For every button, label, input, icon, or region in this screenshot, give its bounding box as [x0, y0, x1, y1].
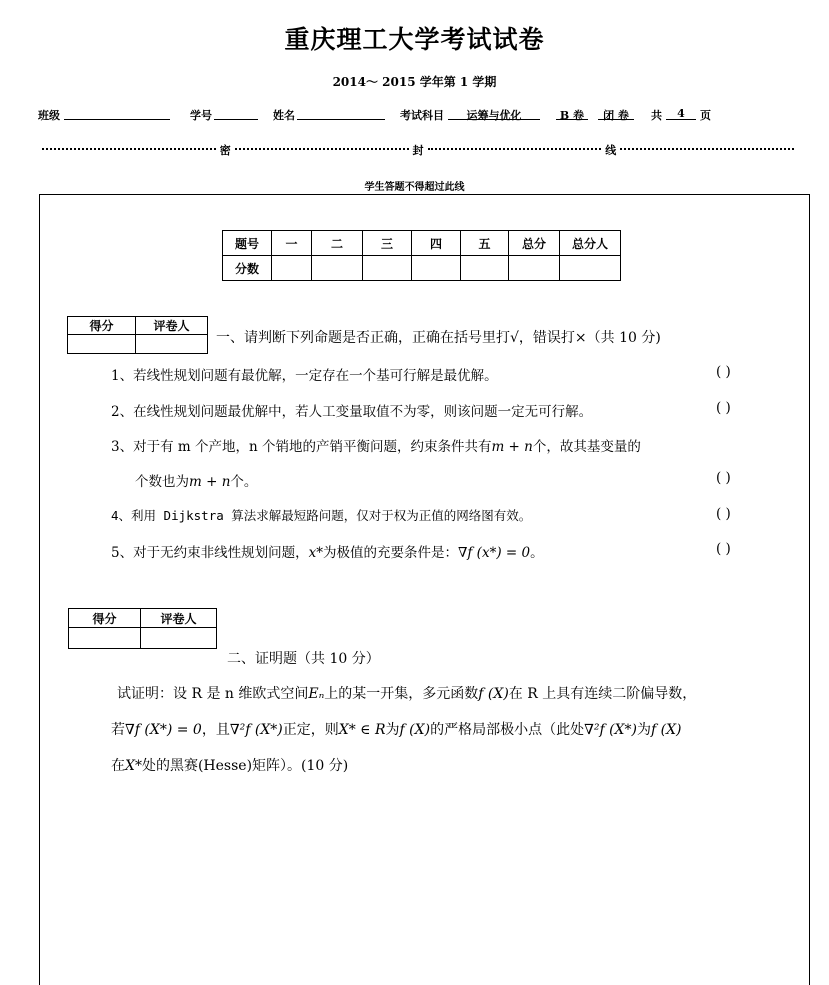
proof-text: 试证明：设 R 是 n 维欧式空间 [117, 686, 309, 702]
pages-suffix: 页 [700, 109, 711, 122]
proof-text: 在 [111, 758, 125, 774]
math-hessian: ∇²f (X*) [229, 722, 283, 738]
question-5-period: 。 [530, 545, 544, 561]
proof-text: 的严格局部极小点（此处 [430, 722, 585, 738]
paper-version: B 卷 [556, 107, 588, 120]
exam-type: 闭 卷 [598, 107, 634, 120]
score-cell[interactable] [363, 256, 412, 281]
seal-dots [620, 143, 794, 150]
answer-frame [39, 194, 810, 985]
proof-text: 在 R 上具有连续二阶偏导数， [508, 686, 697, 702]
grader-box-2 [68, 608, 217, 649]
proof-text: 处的黑赛(Hesse)矩阵）。(10 分) [141, 758, 349, 774]
name-label: 姓名 [273, 109, 295, 122]
student-id-field [214, 107, 258, 120]
question-3-text-b: 个，故其基变量的 [532, 439, 641, 455]
subject-value: 运筹与优化 [448, 107, 540, 120]
academic-term: 2014～ 2015 学年第 1 学期 [332, 75, 497, 89]
math-f-of-x: f (X) [399, 722, 431, 738]
proof-text: 为 [385, 722, 400, 738]
score-cell[interactable] [312, 256, 363, 281]
score-cell[interactable] [560, 256, 621, 281]
math-euclidean-space: Eₙ [308, 686, 325, 702]
math-f-of-x: f (X) [478, 686, 509, 702]
name-field [297, 107, 385, 120]
grader-name-label: 评卷人 [136, 317, 208, 335]
exam-title: 重庆理工大学考试试卷 [284, 25, 545, 54]
seal-dots [428, 143, 602, 150]
answer-paren-3[interactable]: ( ) [716, 470, 731, 486]
section-2-heading: 二、证明题（共 10 分） [227, 651, 380, 667]
score-cell[interactable] [412, 256, 461, 281]
question-3-text-c: 个数也为 [135, 474, 189, 490]
score-header-cell: 总分人 [560, 231, 621, 256]
score-header-cell: 四 [412, 231, 461, 256]
score-header-cell: 二 [312, 231, 363, 256]
grader-score-label: 得分 [68, 317, 136, 335]
question-5 [111, 541, 544, 561]
proof-line-1 [117, 683, 696, 703]
score-table-header-row [223, 231, 621, 256]
math-m-plus-n: m + n [491, 439, 533, 455]
answer-paren-4[interactable]: ( ) [716, 506, 731, 522]
class-field [64, 107, 170, 120]
grader-name-cell[interactable] [141, 628, 217, 649]
score-row-label: 分数 [223, 256, 272, 281]
score-header-cell: 总分 [509, 231, 560, 256]
proof-line-3 [111, 755, 348, 775]
seal-mi: 密 [219, 144, 231, 157]
seal-feng: 封 [412, 144, 424, 157]
math-f-of-x: f (X) [651, 722, 682, 738]
proof-text: 上的某一开集，多元函数 [324, 686, 479, 702]
subject-label: 考试科目 [400, 109, 444, 122]
pages-value: 4 [666, 107, 696, 120]
score-cell[interactable] [461, 256, 509, 281]
grader-name-label: 评卷人 [141, 609, 217, 628]
proof-line-2 [111, 719, 682, 739]
math-x-star-in-r: X* ∈ R [338, 722, 386, 738]
grader-score-cell[interactable] [68, 335, 136, 354]
question-4: 4、利用 Dijkstra 算法求解最短路问题，仅对于权为正值的网络图有效。 [111, 508, 532, 523]
grader-score-cell[interactable] [69, 628, 141, 649]
proof-text: 若 [111, 722, 125, 738]
grader-box-1 [67, 316, 208, 354]
question-5-text-b: 为极值的充要条件是： [322, 545, 458, 561]
score-header-cell: 题号 [223, 231, 272, 256]
score-table [222, 230, 621, 281]
grader-name-cell[interactable] [136, 335, 208, 354]
grader-score-label: 得分 [69, 609, 141, 628]
math-gradient-zero: ∇f (X*) = 0 [125, 722, 202, 738]
seal-dots [235, 143, 409, 150]
math-x-star: X* [125, 758, 142, 774]
question-5-text-a: 5、对于无约束非线性规划问题， [111, 545, 309, 561]
math-m-plus-n: m + n [189, 474, 231, 490]
seal-line [38, 142, 798, 158]
seal-dots [42, 143, 216, 150]
boundary-notice: 学生答题不得超过此线 [364, 182, 465, 193]
answer-paren-1[interactable]: ( ) [716, 364, 731, 380]
class-label: 班级 [38, 109, 60, 122]
pages-prefix: 共 [651, 109, 662, 122]
score-header-cell: 五 [461, 231, 509, 256]
proof-text: 为 [637, 722, 651, 738]
question-1: 1、若线性规划问题有最优解，一定存在一个基可行解是最优解。 [111, 368, 498, 384]
student-id-label: 学号 [190, 109, 212, 122]
score-cell[interactable] [272, 256, 312, 281]
answer-paren-5[interactable]: ( ) [716, 541, 731, 557]
question-3-line-2 [135, 470, 257, 490]
proof-text: ，且 [201, 722, 230, 738]
seal-xian: 线 [605, 144, 617, 157]
question-3-text-a: 3、对于有 m 个产地，n 个销地的产销平衡问题，约束条件共有 [111, 439, 492, 455]
proof-text: 正定，则 [282, 722, 339, 738]
question-2: 2、在线性规划问题最优解中，若人工变量取值不为零，则该问题一定无可行解。 [111, 404, 593, 420]
answer-paren-2[interactable]: ( ) [716, 400, 731, 416]
math-gradient-zero: ∇f (x*) = 0 [457, 545, 531, 561]
math-hessian: ∇²f (X*) [584, 722, 637, 738]
score-cell[interactable] [509, 256, 560, 281]
math-x-star: x* [308, 545, 323, 561]
question-3 [111, 435, 641, 455]
section-1-heading: 一、请判断下列命题是否正确，正确在括号里打√，错误打×（共 10 分) [216, 330, 661, 346]
score-header-cell: 三 [363, 231, 412, 256]
score-table-value-row [223, 256, 621, 281]
score-header-cell: 一 [272, 231, 312, 256]
question-3-text-d: 个。 [230, 474, 258, 490]
